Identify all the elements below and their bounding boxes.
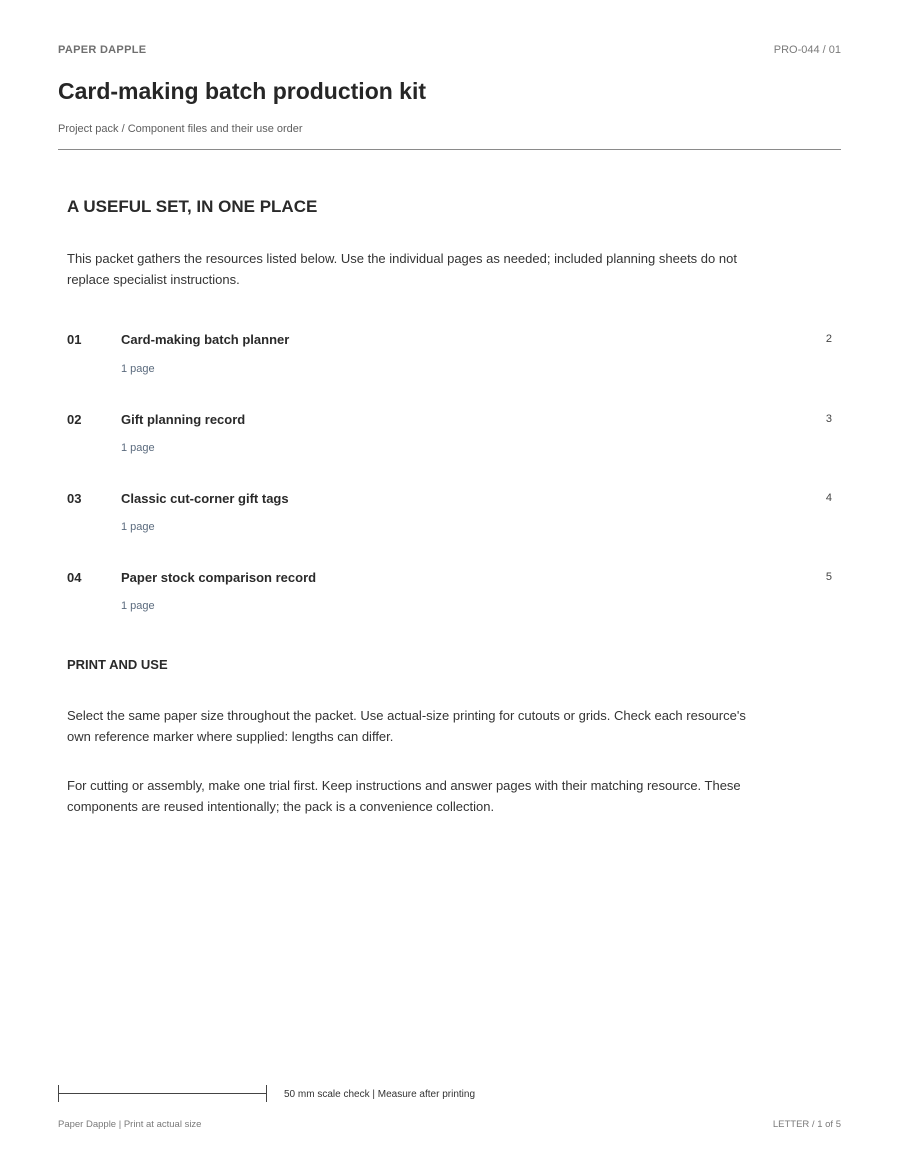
intro-heading: A USEFUL SET, IN ONE PLACE [67, 197, 318, 216]
brand-name: PAPER DAPPLE [58, 44, 147, 56]
item-number: 02 [67, 412, 82, 427]
scale-bar-left-tick [58, 1085, 59, 1102]
document-id: PRO-044 / 01 [773, 44, 841, 56]
item-page-number: 3 [825, 413, 832, 425]
intro-paragraph: This packet gathers the resources listed below. Use the individual pages as needed; included planning sheets do not replace specialist instructions. [67, 251, 737, 287]
item-number: 03 [67, 491, 82, 506]
item-meta: 1 page [121, 442, 155, 454]
footer-left: Paper Dapple | Print at actual size [58, 1119, 202, 1130]
print-and-use-heading: PRINT AND USE [67, 657, 168, 672]
item-meta: 1 page [121, 521, 155, 533]
scale-check-label: 50 mm scale check | Measure after printing [284, 1089, 476, 1100]
item-meta: 1 page [121, 600, 155, 612]
assembly-instructions-paragraph: For cutting or assembly, make one trial first. Keep instructions and answer pages with their matching resource. These components are reused intentionally; the pack is a convenience collection. [67, 778, 741, 814]
item-title: Paper stock comparison record [121, 570, 317, 585]
item-number: 01 [67, 332, 82, 347]
page-title: Card-making batch production kit [58, 78, 427, 104]
item-page-number: 2 [825, 333, 832, 345]
item-page-number: 4 [825, 492, 832, 504]
page-subtitle: Project pack / Component files and their use order [58, 123, 303, 135]
item-meta: 1 page [121, 363, 155, 375]
item-title: Gift planning record [121, 412, 246, 427]
item-title: Classic cut-corner gift tags [121, 491, 289, 506]
item-title: Card-making batch planner [121, 332, 290, 347]
item-page-number: 5 [825, 571, 832, 583]
scale-bar [58, 1085, 268, 1103]
scale-bar-line [58, 1093, 266, 1094]
footer-page-info: LETTER / 1 of 5 [772, 1119, 841, 1130]
header-divider [58, 149, 841, 150]
print-instructions-paragraph: Select the same paper size throughout the packet. Use actual-size printing for cutouts or grids. Check each resource's own reference marker where supplied: lengths can differ. [67, 708, 746, 744]
item-number: 04 [67, 570, 82, 585]
scale-bar-right-tick [266, 1085, 267, 1102]
